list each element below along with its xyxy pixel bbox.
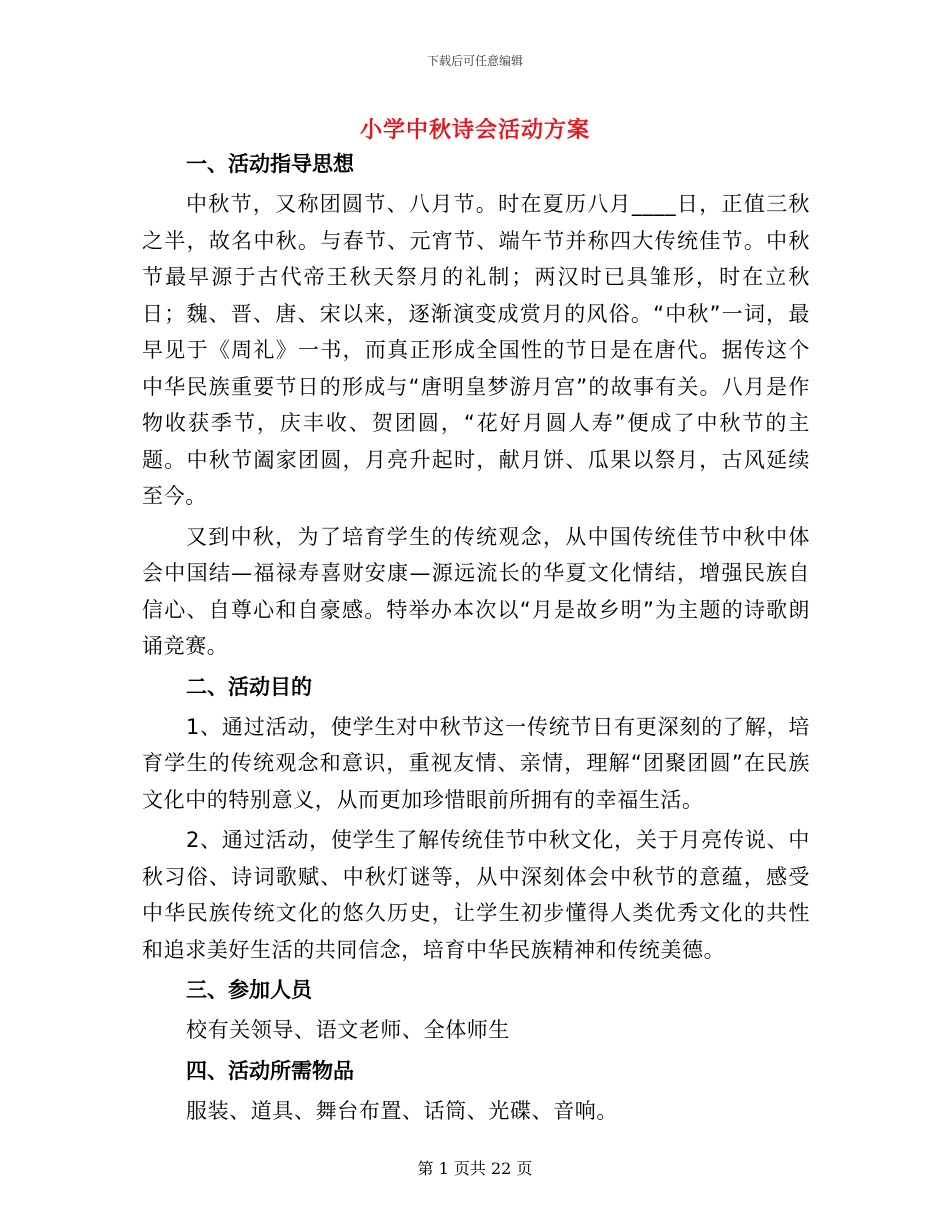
paragraph: 2、通过活动，使学生了解传统佳节中秋文化，关于月亮传说、中秋习俗、诗词歌赋、中秋灯谜等，从中深刻体会中秋节的意蕴，感受中华民族传统文化的悠久历史，让学生初步懂得人类优秀文化的共性和追求美好生活的共同信念，培育中华民族精神和传统美德。	[142, 828, 810, 962]
section-purpose	[142, 669, 810, 969]
section-guiding-ideology	[142, 146, 810, 665]
section-heading: 二、活动目的	[186, 674, 312, 699]
page-footer: 第 1 页共 22 页	[417, 1159, 533, 1178]
section-participants	[142, 972, 810, 1049]
document-title: 小学中秋诗会活动方案	[359, 118, 590, 143]
header-note: 下载后可任意编辑	[426, 54, 523, 68]
section-heading: 一、活动指导思想	[186, 152, 354, 176]
paragraph: 中秋节，又称团圆节、八月节。时在夏历八月____日，正值三秋之半，故名中秋。与春节、元宵节、端午节并称四大传统佳节。中秋节最早源于古代帝王秋天祭月的礼制；两汉时已具雏形，时在立秋日；魏、晋、唐、宋以来，逐渐演变成赏月的风俗。“中秋”一词，最早见于《周礼》一书，而真正形成全国性的节日是在唐代。据传这个中华民族重要节日的形成与“唐明皇梦游月宫”的故事有关。八月是作物收获季节，庆丰收、贺团圆，“花好月圆人寿”便成了中秋节的主题。中秋节阖家团圆，月亮升起时，献月饼、瓜果以祭月，古风延续至今。	[142, 192, 810, 508]
section-heading: 四、活动所需物品	[186, 1058, 354, 1083]
document-body	[142, 146, 810, 1129]
paragraph: 又到中秋，为了培育学生的传统观念，从中国传统佳节中秋中体会中国结—福禄寿喜财安康—源远流长的华夏文化情结，增强民族自信心、自尊心和自豪感。特举办本次以“月是故乡明”为主题的诗歌朗诵竞赛。	[142, 524, 810, 658]
paragraph: 服装、道具、舞台布置、话筒、光碟、音响。	[186, 1098, 618, 1123]
paragraph: 校有关领导、语文老师、全体师生	[186, 1018, 510, 1042]
section-heading: 三、参加人员	[186, 978, 312, 1002]
section-materials	[142, 1053, 810, 1130]
paragraph: 1、通过活动，使学生对中秋节这一传统节日有更深刻的了解，培育学生的传统观念和意识，重视友情、亲情，理解“团聚团圆”在民族文化中的特别意义，从而更加珍惜眼前所拥有的幸福生活。	[142, 714, 810, 812]
